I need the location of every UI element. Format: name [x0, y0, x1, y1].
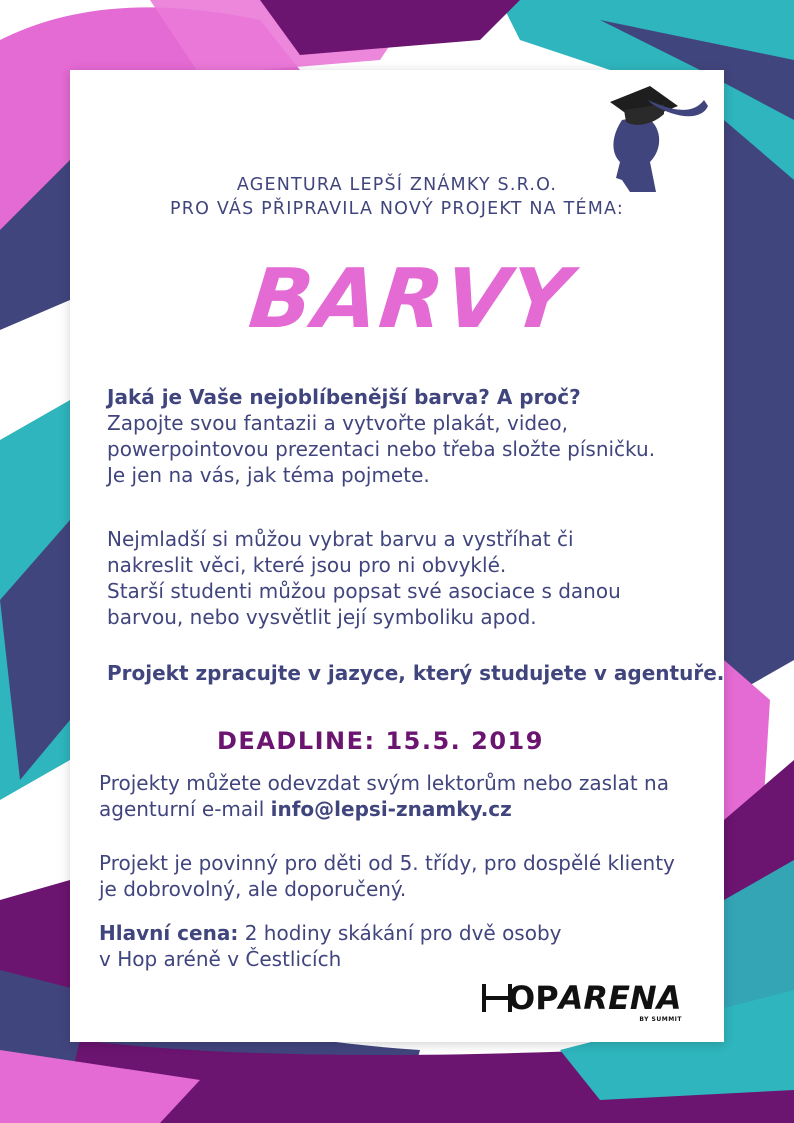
- logo-wordmark: [508, 978, 681, 1018]
- hoparena-logo: [482, 978, 686, 1024]
- age-line: nakreslit věci, které jsou pro ni obvyklé.: [107, 553, 507, 577]
- submission-prefix: agenturní e-mail: [99, 797, 271, 821]
- obligation-line-2: je dobrovolný, ale doporučený.: [99, 877, 407, 901]
- prize-block: [99, 920, 562, 972]
- intro-line: Je jen na vás, jak téma pojmete.: [107, 463, 430, 487]
- header-line-2: PRO VÁS PŘIPRAVILA NOVÝ PROJEKT NA TÉMA:: [170, 199, 624, 219]
- prize-line-1: [99, 920, 562, 946]
- logo-subtext: BY SUMMIT: [639, 1016, 682, 1023]
- intro-block: [107, 384, 655, 488]
- age-line: barvou, nebo vysvětlit její symboliku apod.: [107, 605, 537, 629]
- logo-text-op: OP: [508, 979, 559, 1017]
- email-link[interactable]: info@lepsi-znamky.cz: [270, 797, 512, 821]
- prize-line-2: v Hop aréně v Čestlicích: [99, 947, 342, 971]
- intro-line: powerpointovou prezentaci nebo třeba složte písničku.: [107, 437, 656, 461]
- language-note-block: [107, 660, 724, 686]
- intro-line: Zapojte svou fantazii a vytvořte plakát, video,: [107, 411, 568, 435]
- language-note: Projekt zpracujte v jazyce, který studujete v agentuře.: [107, 661, 725, 685]
- agency-header: [70, 173, 724, 221]
- age-line: Nejmladší si můžou vybrat barvu a vystříhat či: [107, 527, 574, 551]
- submission-line-1: Projekty můžete odevzdat svým lektorům nebo zaslat na: [99, 771, 669, 795]
- purple-stroke-top: [260, 0, 520, 55]
- submission-line-2: [99, 796, 669, 822]
- poster-title: BARVY: [245, 252, 577, 347]
- prize-text: 2 hodiny skákání pro dvě osoby: [238, 921, 562, 945]
- submission-block: [99, 770, 669, 822]
- deadline: DEADLINE: 15.5. 2019: [217, 727, 544, 755]
- age-groups-block: [107, 526, 621, 630]
- prize-label: Hlavní cena:: [99, 921, 239, 945]
- obligation-block: [99, 850, 675, 902]
- intro-question: Jaká je Vaše nejoblíbenější barva? A proč?: [107, 385, 581, 409]
- age-line: Starší studenti můžou popsat své asociace s danou: [107, 579, 621, 603]
- logo-text-arena: ARENA: [558, 979, 682, 1017]
- header-line-1: AGENTURA LEPŠÍ ZNÁMKY S.R.O.: [236, 175, 558, 195]
- obligation-line-1: Projekt je povinný pro děti od 5. třídy, pro dospělé klienty: [99, 851, 675, 875]
